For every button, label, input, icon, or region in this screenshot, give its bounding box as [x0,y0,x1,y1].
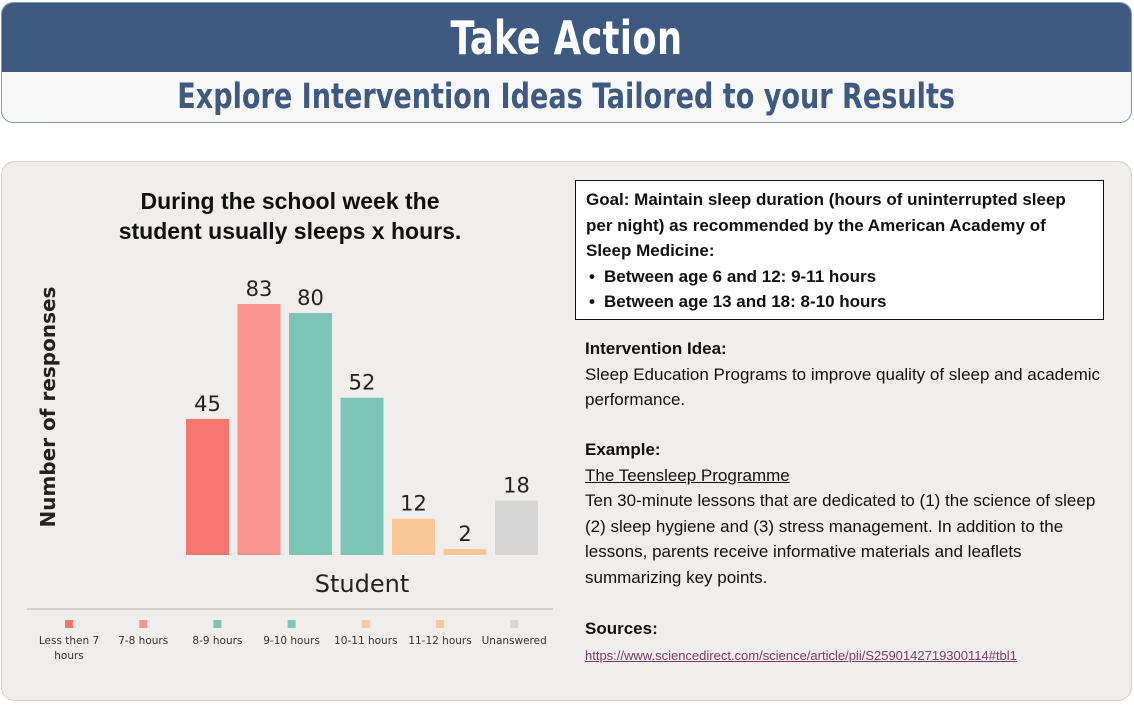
x-axis-label: Student [314,570,410,598]
goal-box [575,180,1104,320]
legend-label: 8-9 hours [192,635,243,647]
data-label: 52 [348,370,376,395]
example-heading: Example: [585,440,661,459]
bar [238,304,281,555]
goal-bullet: • Between age 13 and 18: 8-10 hours [586,289,1093,315]
legend-label: 9-10 hours [263,635,320,647]
header-banner [1,2,1132,123]
intervention-text: Sleep Education Programs to improve quality of sleep and academic performance. [585,364,1101,409]
data-label: 2 [458,521,472,546]
bar [444,549,487,555]
bar [392,519,435,555]
legend-swatch [288,620,296,628]
goal-bullet: • Between age 6 and 12: 9-11 hours [586,264,1093,290]
legend-label: hours [54,650,84,662]
goal-text: Goal: Maintain sleep duration (hours of uninterrupted sleep per night) as recommended by the American Academy of Sleep Medicine: [586,190,1066,260]
header-subtitle-bar [2,72,1131,122]
legend-swatch [139,620,147,628]
legend-swatch [510,620,518,628]
data-label: 83 [245,277,273,301]
legend-label: 7-8 hours [118,635,169,647]
example-section [585,437,1105,590]
intervention-heading: Intervention Idea: [585,339,727,358]
data-label: 18 [503,473,530,498]
source-link[interactable]: https://www.sciencedirect.com/science/article/pii/S2590142719300114#tbl1 [585,647,1017,663]
goal-bullets [586,264,1093,315]
example-program-name: The Teensleep Programme [585,465,790,485]
data-label: 45 [194,391,221,416]
bar [341,398,384,555]
chart-title-line-2: student usually sleeps x hours. [118,218,462,244]
legend-label: 11-12 hours [408,635,472,647]
legend-label: Unanswered [481,635,547,647]
bar-chart [0,270,570,670]
legend-swatch [65,620,73,628]
legend-swatch [362,620,370,628]
legend-swatch [213,620,221,628]
legend-swatch [436,620,444,628]
sources-heading: Sources: [585,619,658,638]
bar [186,419,229,555]
sources-section [585,616,1105,668]
y-axis-label: Number of responses [36,286,60,528]
header-title-bar [2,3,1131,72]
intervention-section [585,336,1105,413]
chart-title [100,186,480,246]
page-title: Take Action [450,10,683,65]
data-label: 80 [297,286,324,311]
legend-label: 10-11 hours [334,635,398,647]
example-text: Ten 30-minute lessons that are dedicated to (1) the science of sleep (2) sleep hygiene and (3) stress management. In addition to the lessons, parents receive informative materials and leaflets summarizing key points. [585,491,1096,587]
bar [495,501,538,555]
data-label: 12 [400,491,427,516]
chart-title-line-1: During the school week the [140,188,440,214]
legend-label: Less then 7 [38,635,100,647]
bar [289,313,332,555]
page-subtitle: Explore Intervention Ideas Tailored to your Results [177,77,956,117]
